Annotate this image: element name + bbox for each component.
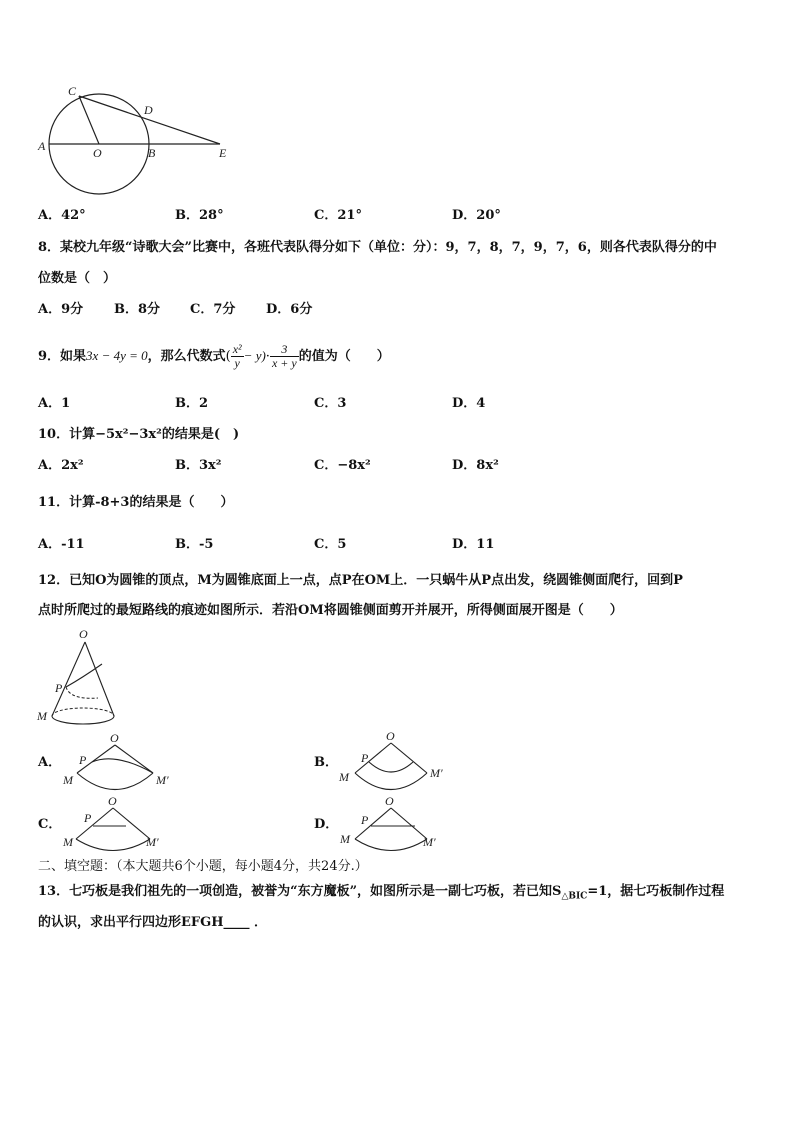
q13-stem-line1: 13．七巧板是我们祖先的一项创造，被誉为“东方魔板”，如图所示是一副七巧板，若已知$S_{\triangle BIC}=1$，据七巧板制作过程 [38, 884, 725, 902]
q12-option-d-letter: D． [314, 817, 339, 832]
label-e: E [219, 146, 227, 160]
svg-text:O: O [110, 731, 119, 745]
svg-text:M: M [339, 770, 349, 784]
svg-text:O: O [386, 729, 395, 743]
q12-option-c-letter: C． [38, 817, 62, 832]
label-o: O [93, 146, 102, 160]
svg-text:M′: M′ [423, 835, 436, 849]
q11-option-b: B．-5 [175, 537, 214, 552]
q8-option-a: A．9分 [38, 302, 84, 317]
q11-stem: 11．计算-8+3的结果是（ ） [38, 495, 234, 510]
svg-text:M′: M′ [146, 835, 159, 849]
svg-text:O: O [108, 794, 117, 808]
q10-option-c: C．−8x² [314, 458, 371, 473]
q7-option-d: D．20° [452, 208, 501, 223]
q10-option-b: B．3x² [175, 458, 222, 473]
svg-text:P: P [79, 753, 87, 767]
q8-stem-line2: 位数是（ ） [38, 271, 117, 286]
svg-text:M′: M′ [430, 766, 443, 780]
q9-fraction-2: $\frac{3}{x + y}$ [271, 342, 297, 370]
q9-option-a: A．1 [38, 396, 71, 411]
cone-label-p: P [55, 681, 63, 695]
q11-option-d: D．11 [452, 537, 495, 552]
svg-text:P: P [361, 813, 369, 827]
q9-stem: 9．如果3x − 4y = 0，那么代数式( $\frac{\text{x²}}{y}$ − y)· $\frac{3}{x + y}$ 的值为（ ） [38, 342, 390, 370]
q9-fraction-1: $\frac{\text{x²}}{y}$ [232, 342, 242, 370]
q9-minus-y: − y) [243, 348, 266, 363]
fan-b [338, 729, 443, 790]
label-c: C [68, 84, 77, 98]
svg-text:P: P [84, 811, 92, 825]
q7-option-c: C．21° [314, 208, 362, 223]
q8-option-c: C．7分 [190, 302, 236, 317]
q12-option-b-letter: B． [314, 755, 338, 770]
svg-text:M: M [63, 773, 73, 787]
cone-label-o: O [79, 627, 88, 641]
svg-text:M′: M′ [156, 773, 169, 787]
q8-option-d: D．6分 [266, 302, 313, 317]
q9-option-d: D．4 [452, 396, 486, 411]
fan-c [62, 794, 159, 851]
q12-stem-line1: 12．已知O为圆锥的顶点，M为圆锥底面上一点，点P在OM上．一只蜗牛从P点出发，绕圆锥侧面爬行，回到P [38, 573, 683, 588]
q13-subscript: △BIC [561, 891, 588, 902]
svg-text:M: M [63, 835, 73, 849]
q8-option-b: B．8分 [114, 302, 161, 317]
label-b: B [148, 146, 156, 160]
q12-option-a-letter: A． [38, 755, 62, 770]
q11-option-c: C．5 [314, 537, 347, 552]
q9-middle: ，那么代数式 [147, 349, 226, 364]
q10-option-d: D．8x² [452, 458, 499, 473]
q13-stem-line2: 的认识，求出平行四边形EFGH____ ． [38, 915, 268, 930]
q7-option-b: B．28° [175, 208, 224, 223]
q9-option-c: C．3 [314, 396, 347, 411]
q8-stem-line1: 8．某校九年级“诗歌大会”比赛中，各班代表队得分如下（单位：分）：9，7，8，7，9，7，6，则各代表队得分的中 [38, 240, 717, 255]
q9-prefix: 9．如果 [38, 349, 87, 364]
q10-option-a: A．2x² [38, 458, 84, 473]
label-a: A [38, 139, 46, 153]
svg-text:M: M [340, 832, 350, 846]
q9-condition: 3x − 4y = 0 [86, 348, 148, 363]
q9-suffix: 的值为（ ） [298, 349, 390, 364]
fan-d [339, 794, 436, 851]
label-d: D [144, 103, 153, 117]
fan-a [62, 731, 169, 790]
section-2-heading: 二、填空题：（本大题共6个小题，每小题4分，共24分.） [38, 859, 368, 874]
cone-label-m: M [37, 709, 47, 723]
q10-stem: 10．计算−5x²−3x²的结果是( ) [38, 427, 240, 442]
svg-text:O: O [385, 794, 394, 808]
q9-option-b: B．2 [175, 396, 209, 411]
q12-stem-line2: 点时所爬过的最短路线的痕迹如图所示．若沿OM将圆锥侧面剪开并展开，所得侧面展开图是（ ） [38, 603, 623, 618]
q7-option-a: A．42° [38, 208, 86, 223]
svg-text:P: P [361, 751, 369, 765]
q11-option-a: A．-11 [38, 537, 85, 552]
